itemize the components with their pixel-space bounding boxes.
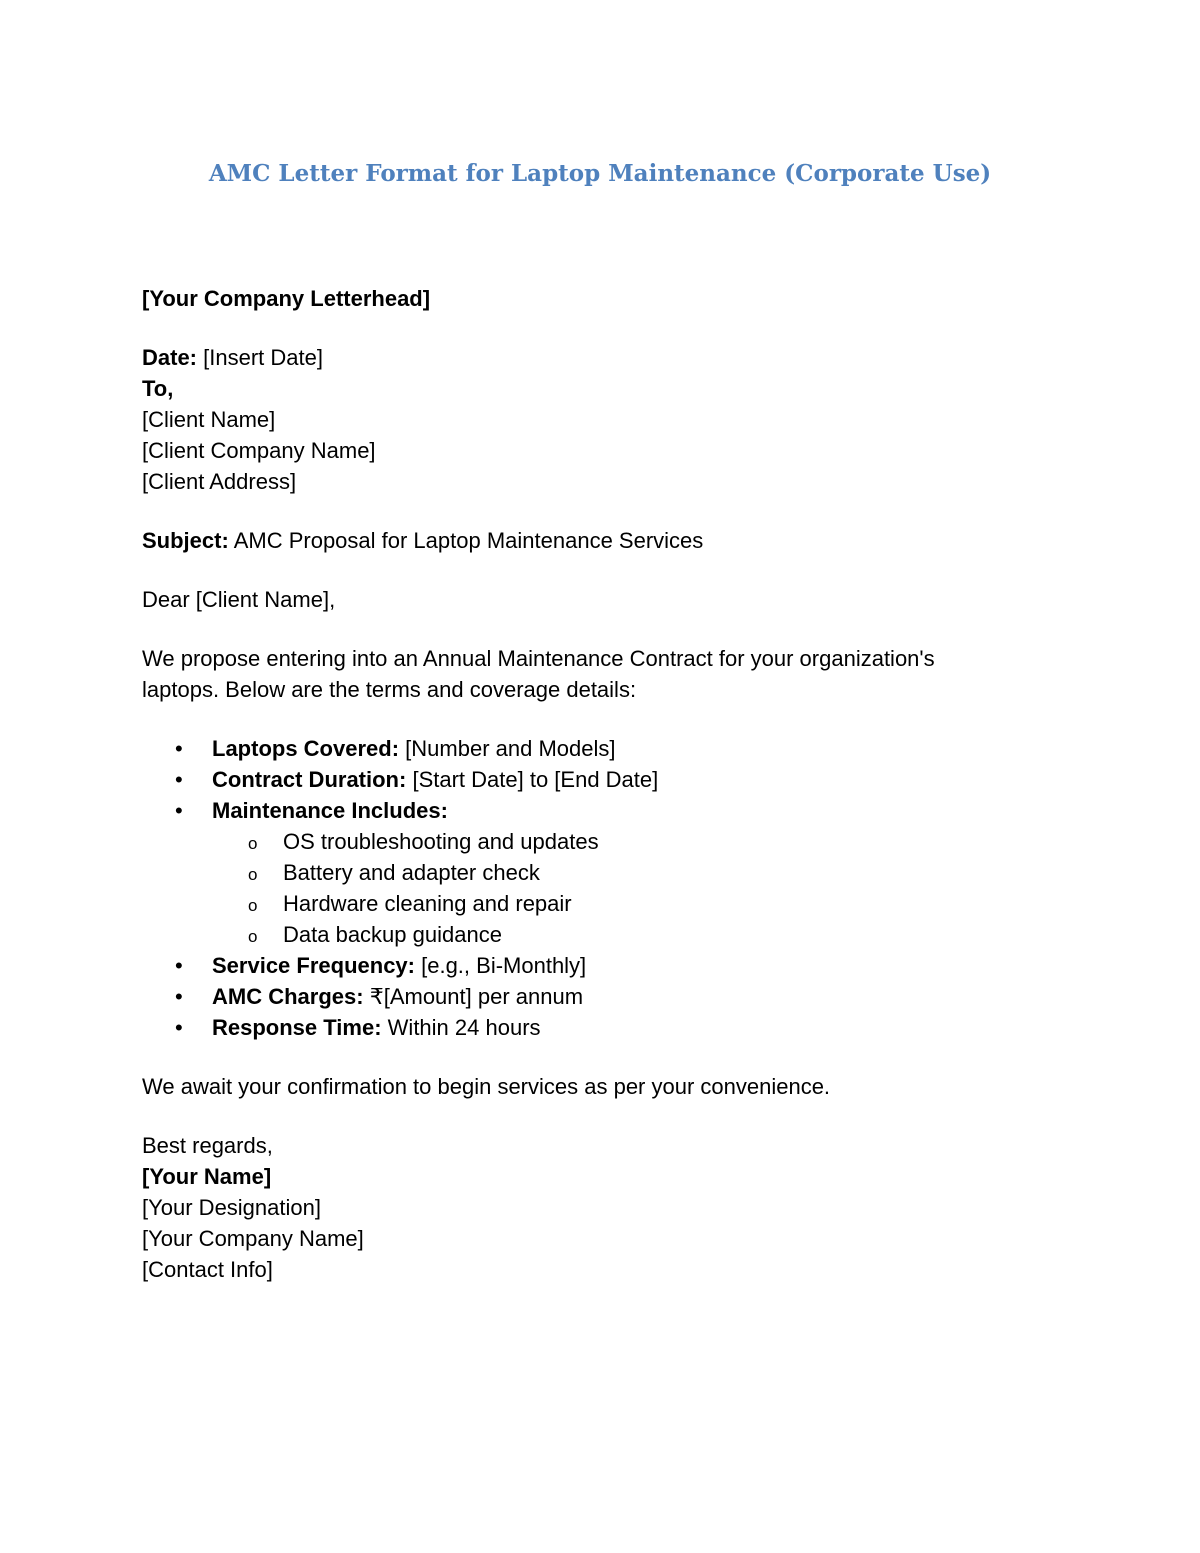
term-label: AMC Charges: xyxy=(212,984,364,1009)
spacer xyxy=(142,1043,1042,1071)
spacer xyxy=(142,314,1042,342)
spacer xyxy=(142,615,1042,643)
term-value: [Start Date] to [End Date] xyxy=(412,767,659,792)
to-label xyxy=(142,373,1042,404)
sub-list-item: o OS troubleshooting and updates xyxy=(212,826,1042,857)
intro-line-1: We propose entering into an Annual Maintenance Contract for your organization's xyxy=(142,646,935,671)
term-label: Maintenance Includes: xyxy=(212,798,448,823)
recipient-name: [Client Name] xyxy=(142,407,276,432)
sender-designation: [Your Designation] xyxy=(142,1195,321,1220)
list-item xyxy=(142,1012,1042,1043)
salutation: Dear [Client Name], xyxy=(142,587,336,612)
letterhead-text: [Your Company Letterhead] xyxy=(142,286,431,311)
term-label: Service Frequency: xyxy=(212,953,415,978)
recipient-company: [Client Company Name] xyxy=(142,438,376,463)
letterhead xyxy=(142,283,1042,314)
sub-list-item: o Hardware cleaning and repair xyxy=(212,888,1042,919)
letter-body xyxy=(142,283,1042,1285)
spacer xyxy=(142,497,1042,525)
list-item xyxy=(142,981,1042,1012)
term-label: Contract Duration: xyxy=(212,767,407,792)
sub-list-item: o Data backup guidance xyxy=(212,919,1042,950)
sender-name xyxy=(142,1161,1042,1192)
list-item xyxy=(142,733,1042,764)
terms-list xyxy=(142,733,1042,1043)
list-item xyxy=(142,764,1042,795)
date-line xyxy=(142,342,1042,373)
subject-value: AMC Proposal for Laptop Maintenance Services xyxy=(233,528,704,553)
term-value: Within 24 hours xyxy=(387,1015,541,1040)
term-label: Response Time: xyxy=(212,1015,382,1040)
spacer xyxy=(142,1102,1042,1130)
term-value: ₹[Amount] per annum xyxy=(369,984,584,1009)
sender-name-text: [Your Name] xyxy=(142,1164,272,1189)
closing-statement: We await your confirmation to begin services as per your convenience. xyxy=(142,1074,831,1099)
sub-list-item: o Battery and adapter check xyxy=(212,857,1042,888)
to-label-text: To, xyxy=(142,376,174,401)
term-value: [e.g., Bi-Monthly] xyxy=(421,953,587,978)
spacer xyxy=(142,705,1042,733)
intro-line-2: laptops. Below are the terms and coverage details: xyxy=(142,677,637,702)
recipient-address: [Client Address] xyxy=(142,469,297,494)
term-value: [Number and Models] xyxy=(405,736,616,761)
regards: Best regards, xyxy=(142,1133,273,1158)
sender-company: [Your Company Name] xyxy=(142,1226,364,1251)
list-item xyxy=(142,795,1042,950)
list-item xyxy=(142,950,1042,981)
subject-line xyxy=(142,525,1042,556)
date-value: [Insert Date] xyxy=(203,345,323,370)
spacer xyxy=(142,556,1042,584)
term-label: Laptops Covered: xyxy=(212,736,400,761)
document-title: AMC Letter Format for Laptop Maintenance (Corporate Use) xyxy=(208,160,992,187)
date-label: Date: xyxy=(142,345,198,370)
sender-contact: [Contact Info] xyxy=(142,1257,273,1282)
maintenance-sublist xyxy=(212,826,1042,950)
subject-label: Subject: xyxy=(142,528,229,553)
